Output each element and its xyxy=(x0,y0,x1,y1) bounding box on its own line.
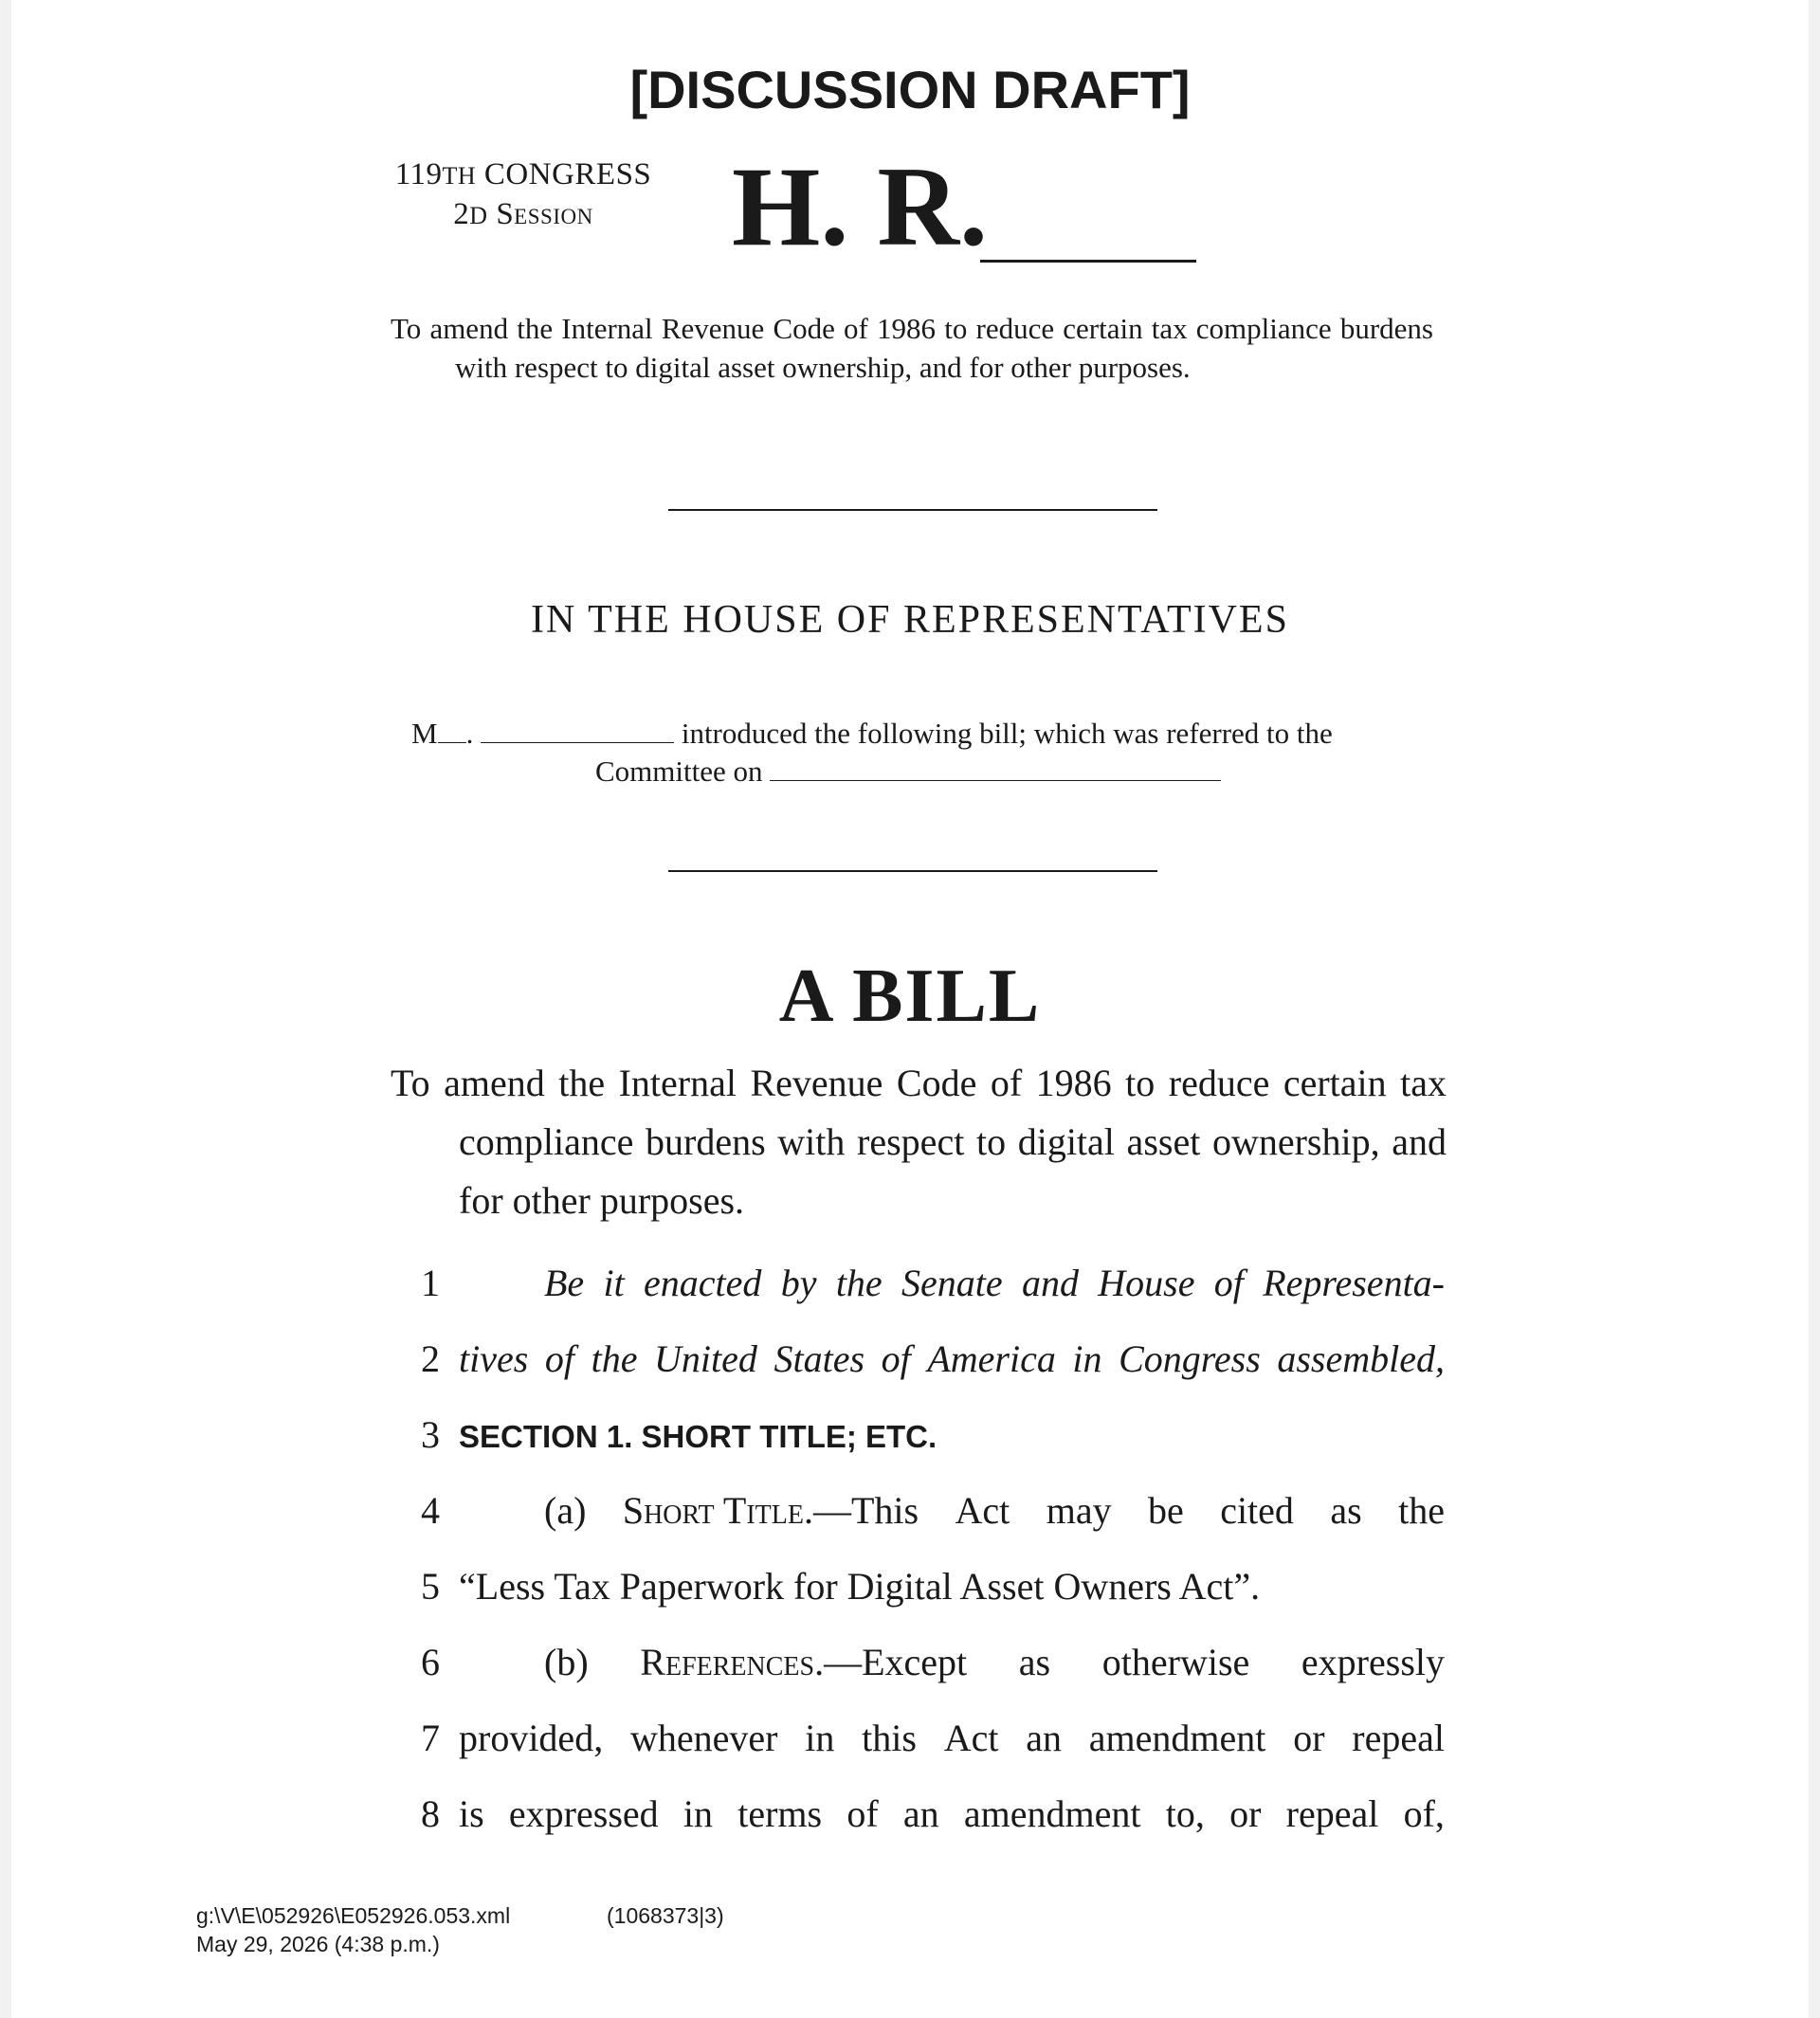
bill-number-prefix: H. R. xyxy=(732,143,988,269)
line-word: Be xyxy=(544,1262,585,1304)
line-word: (b) xyxy=(544,1641,589,1683)
line-word: enacted xyxy=(644,1262,762,1304)
line-word: in xyxy=(805,1717,835,1759)
line-word: the xyxy=(835,1262,883,1304)
bill-text-line xyxy=(459,1336,1445,1381)
line-number: 3 xyxy=(421,1413,440,1456)
line-word: References.—Except xyxy=(640,1641,968,1683)
line-word: America xyxy=(927,1337,1056,1380)
line-word: provided, xyxy=(459,1717,604,1759)
divider-rule xyxy=(668,870,1157,872)
line-number: 6 xyxy=(421,1641,440,1683)
line-number: 7 xyxy=(421,1717,440,1759)
member-title-blank xyxy=(438,741,466,743)
line-word: Representa- xyxy=(1263,1262,1445,1304)
line-word: States xyxy=(774,1337,865,1380)
line-word: assembled, xyxy=(1277,1337,1445,1380)
chamber-heading: IN THE HOUSE OF REPRESENTATIVES xyxy=(531,598,1289,642)
line-word: or xyxy=(1293,1717,1325,1759)
member-name-blank xyxy=(481,741,674,743)
line-word: expressed xyxy=(508,1792,659,1835)
line-word: otherwise xyxy=(1101,1641,1250,1683)
line-word: Short Title.—This xyxy=(622,1489,919,1532)
line-word: United xyxy=(654,1337,757,1380)
line-word: and xyxy=(1021,1262,1079,1304)
congress-line xyxy=(381,155,665,195)
line-word: whenever xyxy=(629,1717,778,1759)
line-number: 1 xyxy=(421,1262,440,1304)
line-number: 5 xyxy=(421,1565,440,1608)
line-word: (a) xyxy=(544,1489,587,1532)
line-word: by xyxy=(780,1262,817,1304)
line-word: be xyxy=(1148,1489,1184,1532)
line-word: Act xyxy=(955,1489,1010,1532)
line-number: 8 xyxy=(421,1792,440,1835)
bill-number-blank xyxy=(980,260,1196,263)
congress-number: 119 xyxy=(394,157,443,191)
congress-session-block xyxy=(381,155,665,235)
line-word: tives xyxy=(459,1337,529,1380)
line-word: to, xyxy=(1165,1792,1205,1835)
line-word: an xyxy=(1026,1717,1063,1759)
line-word: may xyxy=(1046,1489,1112,1532)
section-heading: SECTION 1. SHORT TITLE; ETC. xyxy=(459,1419,937,1454)
line-word: this xyxy=(862,1717,917,1759)
line-word: is xyxy=(459,1792,484,1835)
bill-text-line xyxy=(459,1564,1445,1609)
line-word: or xyxy=(1229,1792,1262,1835)
line-word: amendment xyxy=(1088,1717,1266,1759)
line-word: repeal xyxy=(1352,1717,1445,1759)
line-content: “Less Tax Paperwork for Digital Asset Owners Act”. xyxy=(459,1565,1261,1608)
congress-suffix: TH xyxy=(442,162,477,190)
divider-rule xyxy=(668,509,1157,511)
session-line xyxy=(381,195,665,235)
footer-document-id: (1068373|3) xyxy=(607,1903,724,1928)
line-word: in xyxy=(1072,1337,1102,1380)
line-word: of xyxy=(544,1337,575,1380)
line-word: in xyxy=(682,1792,713,1835)
session-suffix: D xyxy=(469,202,488,229)
introduction-line-1: M . introduced the following bill; which was referred to the xyxy=(411,717,1333,750)
line-number: 2 xyxy=(421,1337,440,1380)
bill-purpose: To amend the Internal Revenue Code of 1986 to reduce certain tax compliance burdens with respect to digital asset ownership, and for other purposes. xyxy=(391,1062,1447,1222)
line-word: amendment xyxy=(963,1792,1141,1835)
committee-name-blank xyxy=(770,779,1221,781)
line-word: terms xyxy=(737,1792,823,1835)
bill-heading: A BILL xyxy=(778,954,1042,1038)
line-word: of xyxy=(846,1792,879,1835)
bill-text-line xyxy=(544,1640,1445,1684)
line-word: expressly xyxy=(1301,1641,1445,1683)
bill-text-line xyxy=(544,1261,1445,1305)
session-word: Session xyxy=(496,197,593,231)
bill-text-line xyxy=(459,1716,1445,1760)
line-word: repeal xyxy=(1285,1792,1379,1835)
line-word: it xyxy=(603,1262,625,1304)
member-prefix: M xyxy=(411,717,438,750)
session-number: 2 xyxy=(453,197,470,231)
introduction-text: introduced the following bill; which was referred to the xyxy=(681,717,1333,750)
line-word: cited xyxy=(1220,1489,1294,1532)
congress-word: CONGRESS xyxy=(483,157,652,191)
line-word: as xyxy=(1018,1641,1051,1683)
line-word: Act xyxy=(943,1717,999,1759)
introduction-line-2 xyxy=(595,754,1221,789)
bill-text-line xyxy=(459,1412,1445,1457)
purpose-summary: To amend the Internal Revenue Code of 1986 to reduce certain tax compliance burdens with respect to digital asset ownership, and for other purposes. xyxy=(391,312,1433,384)
bill-text-line xyxy=(544,1488,1445,1533)
line-word: as xyxy=(1330,1489,1362,1532)
line-word: the xyxy=(1398,1489,1445,1532)
line-word: Senate xyxy=(901,1262,1003,1304)
document-page xyxy=(11,0,1809,2018)
line-word: of xyxy=(1213,1262,1244,1304)
footer-file-path: g:\V\E\052926\E052926.053.xml xyxy=(196,1903,511,1928)
line-number: 4 xyxy=(421,1489,440,1532)
line-word: Congress xyxy=(1119,1337,1261,1380)
line-word: House xyxy=(1098,1262,1195,1304)
line-word: the xyxy=(591,1337,638,1380)
footer-timestamp: May 29, 2026 (4:38 p.m.) xyxy=(196,1932,440,1956)
bill-text-line xyxy=(459,1791,1445,1836)
discussion-draft-label: [DISCUSSION DRAFT] xyxy=(629,60,1191,119)
line-word: of xyxy=(881,1337,911,1380)
line-word: an xyxy=(902,1792,939,1835)
committee-label: Committee on xyxy=(595,754,763,788)
line-word: of, xyxy=(1403,1792,1445,1835)
